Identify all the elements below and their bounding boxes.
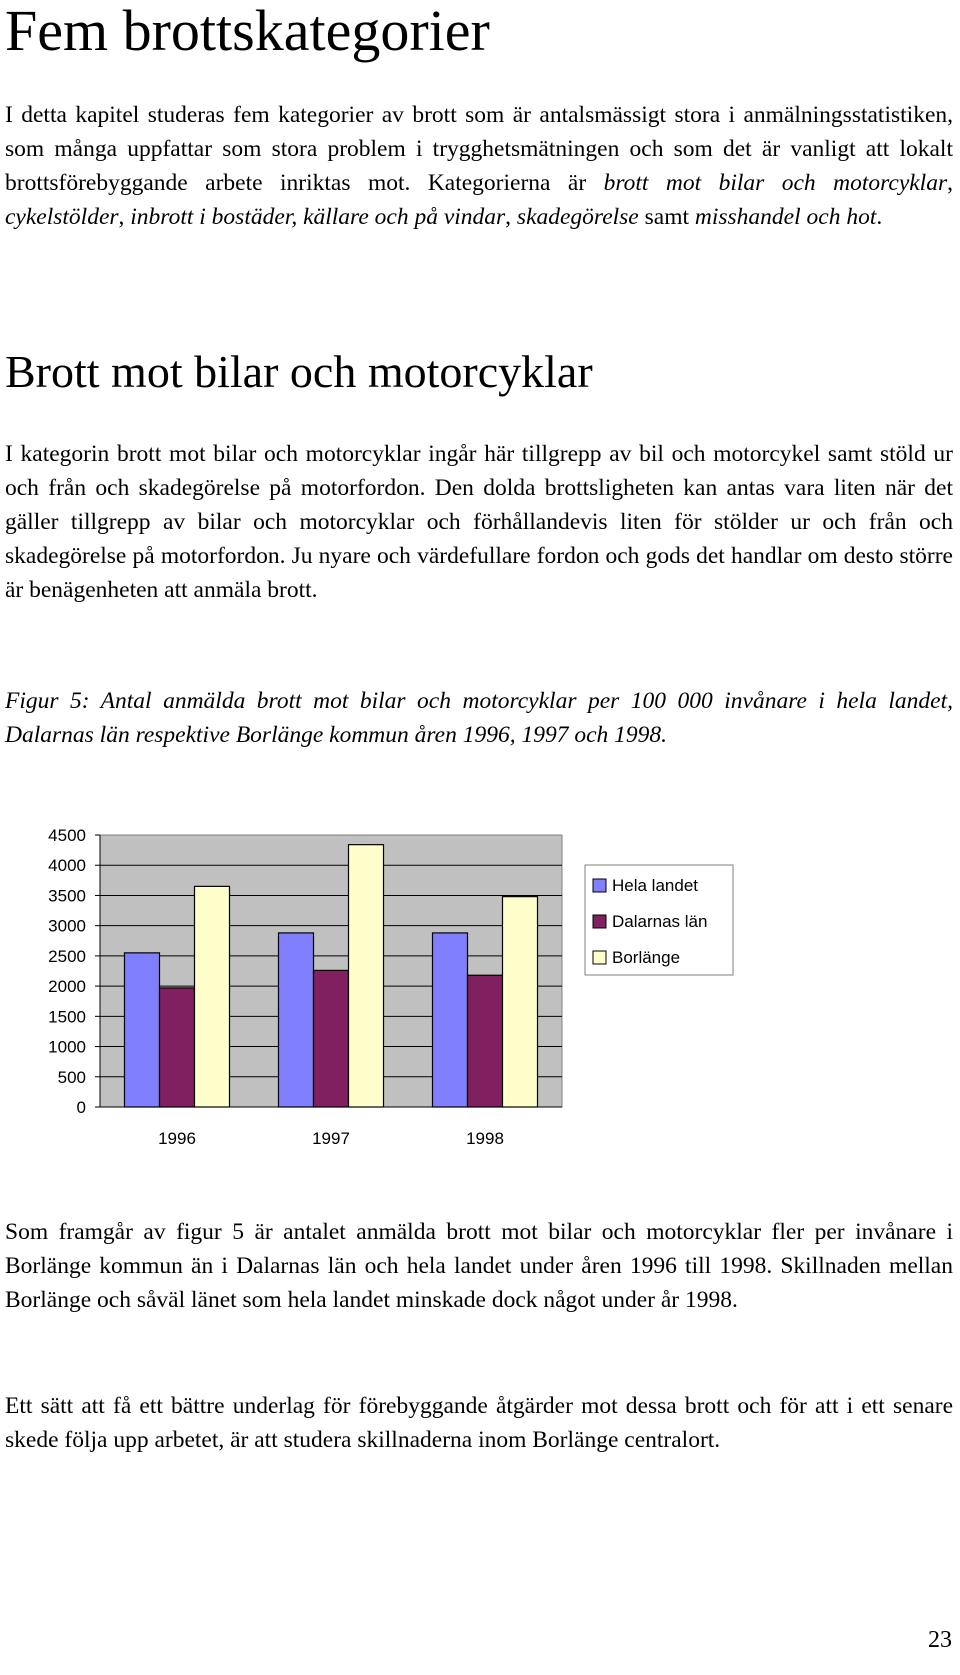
- category-2: cykelstölder: [5, 204, 119, 230]
- y-tick-label: 3500: [48, 886, 86, 906]
- x-tick-label: 1997: [312, 1129, 350, 1148]
- intro-text: I detta kapitel studeras fem kategorier av brott som är antalsmässigt stora i anmälningsstatistiken, som många uppfattar som stora problem i trygghetsmätningen och som det är vanligt att lokalt brottsförebyggande arbete inriktas mot. Kategorierna är: [5, 102, 953, 196]
- y-tick-label: 500: [57, 1067, 86, 1087]
- page-number: 23: [928, 1627, 952, 1653]
- legend-swatch: [593, 951, 606, 964]
- separator: ,: [947, 170, 953, 196]
- bar-dalarnas-l-n-1997: [314, 970, 349, 1107]
- bar-hela-landet-1998: [433, 933, 468, 1107]
- bar-hela-landet-1996: [125, 953, 160, 1107]
- section-heading: Brott mot bilar och motorcyklar: [5, 346, 593, 397]
- conclusion-paragraph: Som framgår av figur 5 är antalet anmälda brott mot bilar och motorcyklar fler per invånare i Borlänge kommun än i Dalarnas län och hela landet under åren 1996 till 1998. Skillnaden mellan Borlänge och såväl länet som hela landet minskade dock något under år 1998.: [5, 1219, 953, 1313]
- legend-swatch: [593, 879, 606, 892]
- bar-borl-nge-1996: [195, 886, 230, 1107]
- legend-label: Dalarnas län: [612, 912, 708, 931]
- category-5: misshandel och hot: [694, 204, 877, 230]
- page-heading: Fem brottskategorier: [5, 0, 490, 63]
- bar-dalarnas-l-n-1998: [468, 975, 503, 1107]
- legend-label: Hela landet: [612, 876, 699, 895]
- bar-borl-nge-1998: [503, 897, 538, 1107]
- y-tick-label: 1500: [48, 1007, 86, 1027]
- closing-paragraph: Ett sätt att få ett bättre underlag för förebyggande åtgärder mot dessa brott och för att i ett senare skede följa upp arbetet, är att studera skillnaderna inom Borlänge centralort.: [5, 1393, 953, 1453]
- x-tick-label: 1996: [158, 1129, 196, 1148]
- separator: .: [876, 204, 883, 230]
- y-tick-label: 2000: [48, 977, 86, 997]
- figure-caption: Figur 5: Antal anmälda brott mot bilar och motorcyklar per 100 000 invånare i hela landet, Dalarnas län respektive Borlänge kommun åren 1996, 1997 och 1998.: [5, 688, 953, 748]
- bar-chart: [0, 820, 960, 1180]
- legend-label: Borlänge: [612, 948, 681, 967]
- separator: samt: [638, 204, 695, 230]
- y-tick-label: 2500: [48, 946, 86, 966]
- y-tick-label: 0: [76, 1098, 86, 1117]
- category-1: brott mot bilar och motorcyklar: [603, 170, 948, 196]
- y-tick-label: 4500: [48, 826, 86, 845]
- y-tick-label: 1000: [48, 1037, 86, 1057]
- separator: ,: [118, 204, 131, 230]
- separator: ,: [505, 204, 517, 230]
- bar-borl-nge-1997: [349, 845, 384, 1107]
- category-3: inbrott i bostäder, källare och på vindar: [130, 204, 506, 230]
- bar-hela-landet-1997: [279, 933, 314, 1107]
- bar-chart-svg: [0, 820, 960, 1180]
- legend-swatch: [593, 915, 606, 928]
- bar-dalarnas-l-n-1996: [160, 988, 195, 1107]
- x-tick-label: 1998: [466, 1129, 504, 1148]
- y-tick-label: 4000: [48, 856, 86, 876]
- intro-paragraph: [5, 98, 953, 234]
- section-paragraph: I kategorin brott mot bilar och motorcyklar ingår här tillgrepp av bil och motorcykel samt stöld ur och från och skadegörelse på motorfordon. Den dolda brottsligheten kan antas vara liten när det gäller tillgrepp av bilar och motorcyklar och förhållandevis liten för stölder ur och från och skadegörelse på motorfordon. Ju nyare och värdefullare fordon och gods det handlar om desto större är benägenheten att anmäla brott.: [5, 441, 953, 603]
- y-tick-label: 3000: [48, 916, 86, 936]
- category-4: skadegörelse: [516, 204, 639, 230]
